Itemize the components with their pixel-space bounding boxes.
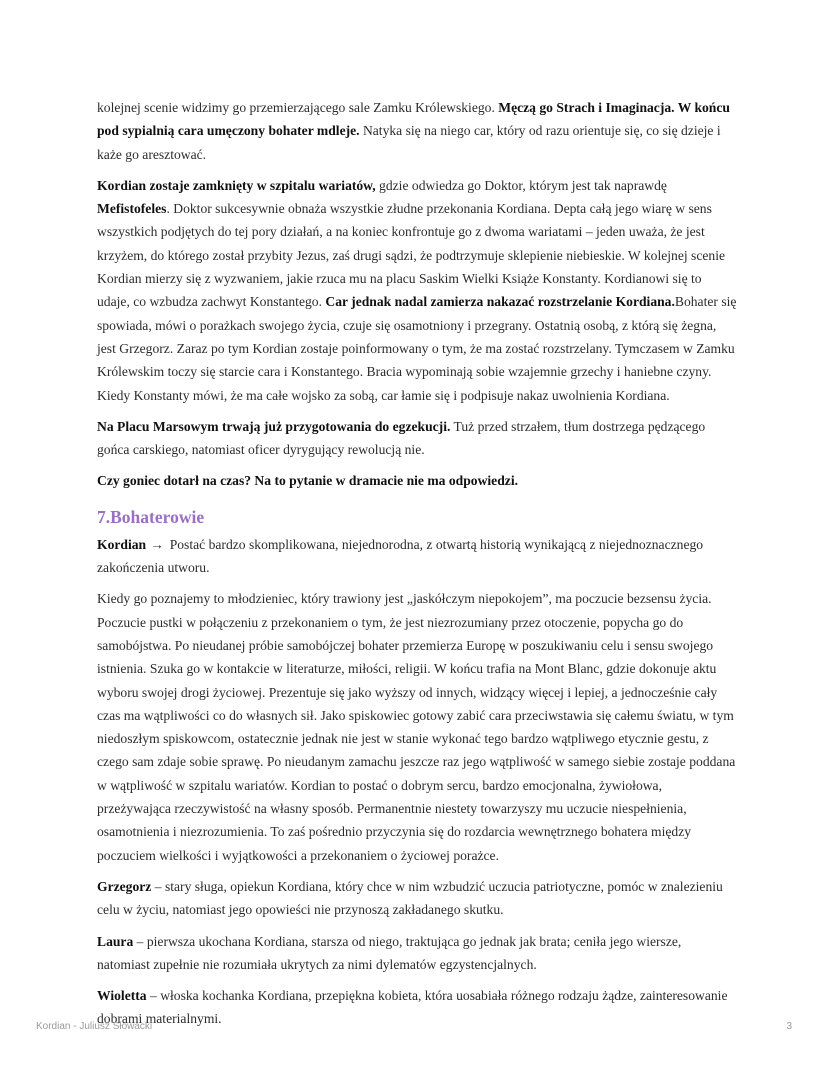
arrow-right-icon: → bbox=[150, 536, 164, 552]
character-name: Kordian bbox=[97, 536, 147, 552]
character-laura bbox=[97, 930, 737, 977]
text: kolejnej scenie widzimy go przemierzającego sale Zamku Królewskiego. bbox=[97, 100, 499, 115]
footer-page-number: 3 bbox=[786, 1021, 792, 1032]
document-page bbox=[97, 96, 737, 1039]
paragraph-question bbox=[97, 469, 737, 492]
footer-document-title: Kordian - Juliusz Słowacki bbox=[36, 1021, 153, 1032]
bold-text: Na Placu Marsowym trwają już przygotowania do egzekucji. bbox=[97, 418, 451, 434]
character-grzegorz bbox=[97, 875, 737, 922]
bold-text: Car jednak nadal zamierza nakazać rozstrzelanie Kordiana. bbox=[325, 294, 675, 310]
text: Bohater się spowiada, mówi o porażkach swojego życia, czuje się osamotniony i przegrany. Ostatnią osobą, z którą się żegna, jest Grzegorz. Zaraz po tym Kordian zostaje poinformowany o tym, że ma zostać rozstrzelany. Tymczasem w Zamku Królewskim toczy się starcie cara i Konstantego. Bracia wypominają sobie wzajemnie grzechy i haniebne czyny. Kiedy Konstanty mówi, że ma całe wojsko za sobą, car łamie się i podpisuje nakaz uwolnienia Kordiana. bbox=[97, 294, 737, 403]
character-name: Wioletta bbox=[97, 988, 147, 1004]
bold-text: Mefistofeles bbox=[97, 201, 167, 217]
character-kordian-intro bbox=[97, 533, 737, 580]
section-heading: 7.Bohaterowie bbox=[97, 506, 205, 527]
text: . Doktor sukcesywnie obnaża wszystkie złudne przekonania Kordiana. Depta całą jego wiarę w sens wszystkich podjętych do tej pory działań, a na koniec konfrontuje go z dwoma wariatami – jeden uważa, że jest krzyżem, do którego został przybity Jezus, zaś drugi sądzi, że podtrzymuje sklepienie niebieskie. W kolejnej scenie Kordian mierzy się z wyzwaniem, jakie rzuca mu na placu Saskim Wielki Książe Konstanty. Kordianowi się to udaje, co wzbudza zachwyt Konstantego. bbox=[97, 201, 726, 310]
bold-text: Kordian zostaje zamknięty w szpitalu wariatów, bbox=[97, 177, 376, 193]
paragraph-egzekucja bbox=[97, 415, 737, 462]
paragraph-zamek bbox=[97, 96, 737, 166]
character-name: Grzegorz bbox=[97, 878, 152, 894]
text: Tuż przed strzałem, tłum dostrzega pędzącego gońca carskiego, natomiast oficer dyrygujący rewolucją nie. bbox=[97, 418, 706, 458]
character-name: Laura bbox=[97, 933, 134, 949]
page-footer bbox=[36, 1021, 792, 1037]
bold-text: Męczą go Strach i Imaginacja. W końcu pod sypialnią cara umęczony bohater mdleje. bbox=[97, 100, 730, 139]
text: – stary sługa, opiekun Kordiana, który chce w nim wzbudzić uczucia patriotyczne, pomóc w znalezieniu celu w życiu, natomiast jego opowieści nie przynoszą zakładanego skutku. bbox=[97, 878, 723, 918]
paragraph-szpital bbox=[97, 174, 737, 407]
text: Postać bardzo skomplikowana, niejednorodna, z otwartą historią wynikającą z niejednoznacznego zakończenia utworu. bbox=[97, 536, 704, 576]
text: – włoska kochanka Kordiana, przepiękna kobieta, która uosabiała różnego rodzaju żądze, zainteresowanie dobrami materialnymi. bbox=[97, 988, 728, 1027]
text: – pierwsza ukochana Kordiana, starsza od niego, traktująca go jednak jak brata; ceniła jego wiersze, natomiast zupełnie nie rozumiała ukrytych za nimi dylematów egzystencjalnych. bbox=[97, 933, 682, 972]
text: gdzie odwiedza go Doktor, którym jest tak naprawdę bbox=[375, 177, 667, 193]
character-kordian-description: Kiedy go poznajemy to młodzieniec, który trawiony jest „jaskółczym niepokojem”, ma poczucie bezsensu życia. Poczucie pustki w połączeniu z przekonaniem o tym, że jest niezrozumiany przez otoczenie, popycha go do samobójstwa. Po nieudanej próbie samobójczej bohater przemierza Europę w poszukiwaniu celu i sensu swojego istnienia. Szuka go w kontakcie w literaturze, miłości, religii. W końcu trafia na Mont Blanc, gdzie dokonuje aktu wyboru swojej drogi życiowej. Prezentuje się jako wyższy od innych, widzący więcej i lepiej, a jednocześnie cały czas ma wątpliwości co do własnych sił. Jako spiskowiec gotowy zabić cara przeciwstawia się całemu światu, w tym niedoszłym spiskowcom, ostatecznie jednak nie jest w stanie wykonać tego bardzo wątpliwego etycznie gestu, z czego sam zdaje sobie sprawę. Po nieudanym zamachu jeszcze raz jego wątpliwość w samego siebie zostaje poddana w wątpliwość w szpitalu wariatów. Kordian to postać o dobrym sercu, bardzo emocjonalna, żywiołowa, przeżywająca rzeczywistość na własny sposób. Permanentnie niestety towarzyszy mu uczucie niespełnienia, osamotnienia i niezrozumienia. To zaś pośrednio przyczynia się do rozdarcia wewnętrznego bohatera między poczuciem wielkości i wyjątkowości a przekonaniem o życiowej porażce. bbox=[97, 591, 736, 863]
text: Natyka się na niego car, który od razu orientuje się, co się dzieje i każe go aresztować. bbox=[97, 123, 721, 162]
bold-text: Czy goniec dotarł na czas? Na to pytanie w dramacie nie ma odpowiedzi. bbox=[97, 473, 518, 489]
